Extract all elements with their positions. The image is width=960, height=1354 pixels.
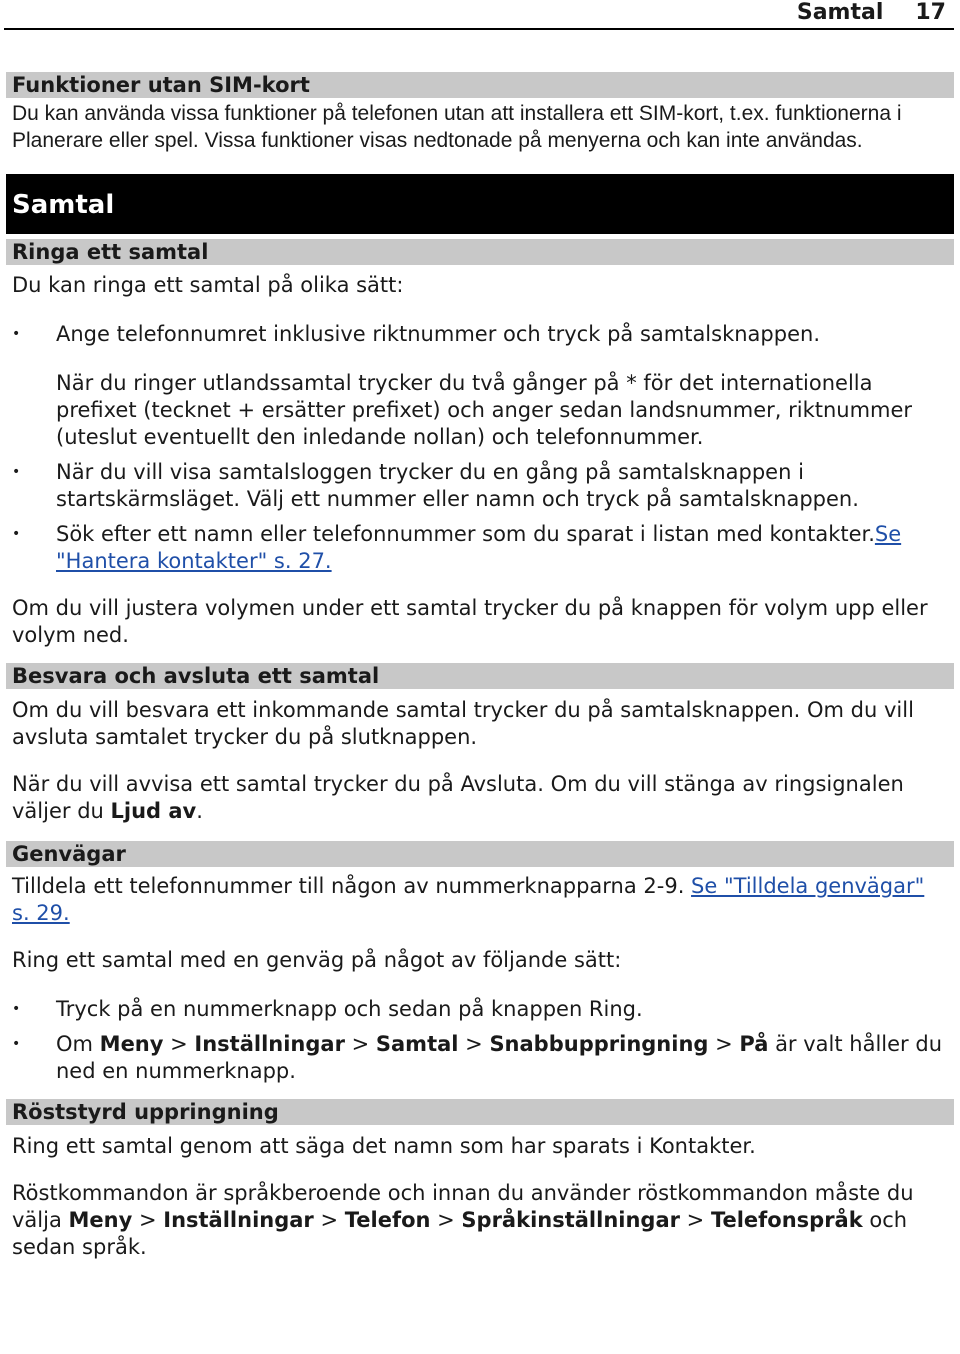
menu-pa: På [739,1032,769,1056]
volume-paragraph: Om du vill justera volymen under ett samtal trycker du på knappen för volym upp eller volym ned. [12,596,928,647]
menu-meny: Meny [99,1032,164,1056]
list-item [6,521,954,575]
menu-telefon: Telefon [344,1208,431,1232]
answer-paragraph-1: Om du vill besvara ett inkommande samtal trycker du på samtalsknappen. Om du vill avsluta samtalet trycker du på slutknappen. [12,698,914,749]
voice-paragraph-1: Ring ett samtal genom att säga det namn som har sparats i Kontakter. [12,1134,756,1158]
menu-sprakinstallningar: Språkinställningar [461,1208,680,1232]
shortcuts-text-1: Tilldela ett telefonnummer till någon av nummerknapparna 2-9. [12,874,692,898]
shortcuts-paragraph-2: Ring ett samtal med en genväg på något av följande sätt: [12,948,622,972]
shortcut-bullet-2: Om Meny > Inställningar > Samtal > Snabbuppringning > På är valt håller du ned en nummerknapp. [56,1032,942,1083]
answer-text-post: . [196,799,203,823]
link-tilldela-genvagar[interactable]: Se "Tilldela genvägar" s. 29. [12,874,925,925]
bullet-icon: • [12,464,21,480]
page-number: 17 [915,0,946,25]
section-heading-call: Ringa ett samtal [6,239,954,265]
menu-ljud-av: Ljud av [110,799,197,823]
bullet-icon: • [12,1036,21,1052]
header-section-title: Samtal [796,0,884,25]
shortcut-bullet-1: Tryck på en nummerknapp och sedan på knappen Ring. [56,997,643,1021]
voice-paragraph-2: Röstkommandon är språkberoende och innan du använder röstkommandon måste du välja Meny > Inställningar > Telefon > Språkinställningar > Telefonspråk och sedan språk. [12,1181,914,1259]
shortcut-method-list [6,996,954,1085]
call-bullet-1-note: När du ringer utlandssamtal trycker du två gånger på * för det internationella prefixet (tecknet + ersätter prefixet) och anger sedan landsnummer, riktnummer (uteslut eventuellt den inledande nollan) och telefonnummer. [56,371,913,449]
chapter-title: Samtal [6,174,954,234]
menu-samtal: Samtal [375,1032,459,1056]
list-item [6,321,954,451]
shortcut-bullet-2-pre: Om [56,1032,100,1056]
bullet-icon: • [12,526,21,542]
section-heading-sim: Funktioner utan SIM-kort [6,72,954,98]
page-content [6,72,954,1261]
call-intro: Du kan ringa ett samtal på olika sätt: [12,273,404,297]
call-bullet-1: Ange telefonnumret inklusive riktnummer och tryck på samtalsknappen. [56,322,820,346]
menu-installningar: Inställningar [163,1208,314,1232]
section-heading-voice: Röststyrd uppringning [6,1099,954,1125]
call-method-list [6,321,954,575]
menu-installningar: Inställningar [194,1032,345,1056]
call-bullet-3-text: Sök efter ett namn eller telefonnummer som du sparat i listan med kontakter. [56,522,875,546]
sim-paragraph: Du kan använda vissa funktioner på telefonen utan att installera ett SIM-kort, t.ex. funktionerna i Planerare eller spel. Vissa funktioner visas nedtonade på menyerna och kan inte användas. [12,102,902,152]
answer-paragraph-2 [6,771,954,825]
link-hantera-kontakter[interactable]: Se "Hantera kontakter" s. 27. [56,522,902,573]
list-item [6,1031,954,1085]
voice-text-pre: Röstkommandon är språkberoende och innan du använder röstkommandon måste du välja [12,1181,914,1232]
bullet-icon: • [12,1001,21,1017]
call-bullet-3 [56,521,954,575]
menu-telefonsprak: Telefonspråk [710,1208,863,1232]
section-heading-shortcuts: Genvägar [6,841,954,867]
shortcut-bullet-2-post: är valt håller du ned en nummerknapp. [56,1032,942,1083]
bullet-icon: • [12,326,21,342]
answer-text-pre: När du vill avvisa ett samtal trycker du på Avsluta. Om du vill stänga av ringsignalen väljer du [12,772,904,823]
list-item [6,459,954,513]
running-header [4,0,954,30]
voice-text-post: och sedan språk. [12,1208,908,1259]
list-item [6,996,954,1023]
shortcuts-paragraph-1 [6,873,954,927]
section-heading-answer: Besvara och avsluta ett samtal [6,663,954,689]
menu-meny: Meny [68,1208,133,1232]
menu-snabbuppringning: Snabbuppringning [489,1032,709,1056]
call-bullet-2: När du vill visa samtalsloggen trycker du en gång på samtalsknappen i startskärmsläget. Välj ett nummer eller namn och tryck på samtalsknappen. [56,460,859,511]
